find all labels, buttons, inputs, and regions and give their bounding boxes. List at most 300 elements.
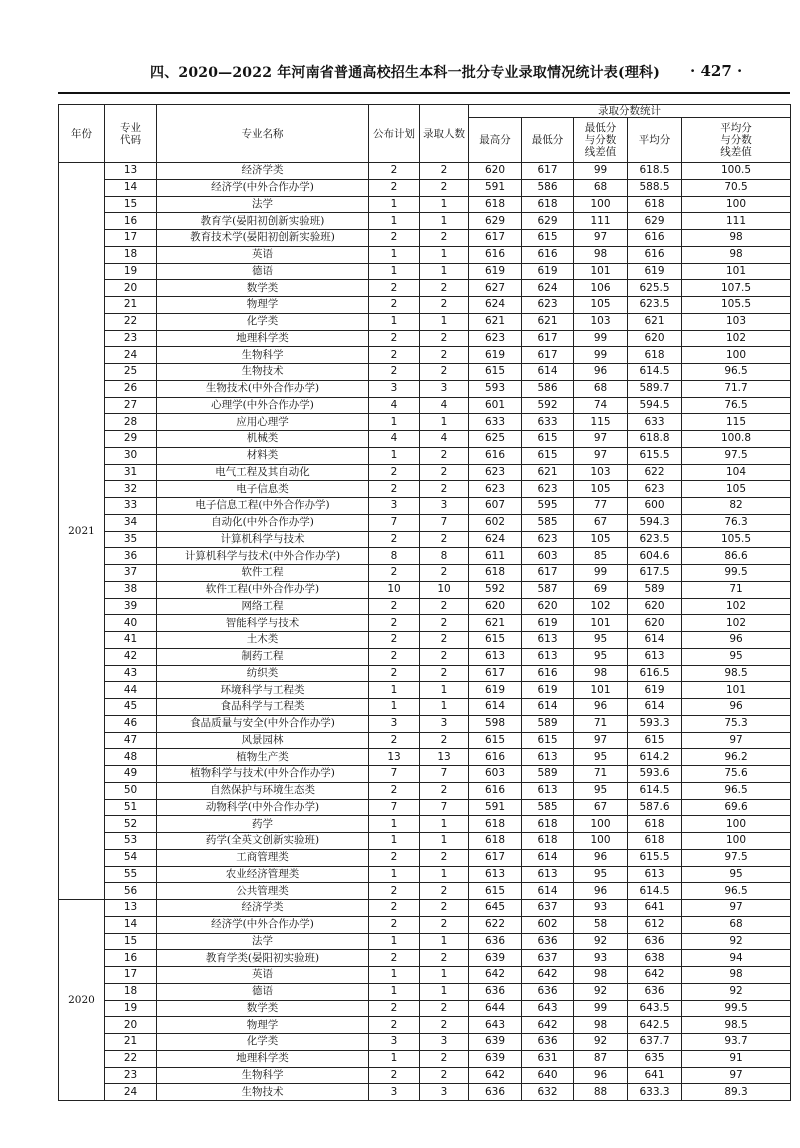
table-row [59,665,791,682]
table-row [59,481,791,498]
code-cell: 21 [105,297,157,314]
table-row [59,213,791,230]
enrolled-cell: 10 [420,581,469,598]
enrolled-cell: 2 [420,782,469,799]
avg-diff-cell: 75.3 [682,715,791,732]
avg-diff-cell: 100 [682,196,791,213]
avg-diff-cell: 95 [682,866,791,883]
min-diff-cell: 77 [574,498,628,515]
avg-cell: 643.5 [628,1000,682,1017]
enrolled-cell: 3 [420,380,469,397]
max-cell: 642 [469,1067,522,1084]
plan-cell: 2 [369,883,420,900]
enrolled-cell: 2 [420,916,469,933]
min-diff-cell: 74 [574,397,628,414]
max-cell: 618 [469,196,522,213]
plan-cell: 2 [369,916,420,933]
enrolled-cell: 2 [420,648,469,665]
table-row [59,799,791,816]
max-cell: 636 [469,983,522,1000]
min-cell: 616 [522,665,574,682]
avg-cell: 614.5 [628,782,682,799]
name-cell: 经济学类 [157,900,369,917]
min-diff-cell: 97 [574,230,628,247]
min-diff-cell: 68 [574,380,628,397]
code-cell: 32 [105,481,157,498]
code-cell: 44 [105,682,157,699]
avg-diff-cell: 97 [682,900,791,917]
table-row [59,916,791,933]
name-cell: 环境科学与工程类 [157,682,369,699]
min-cell: 613 [522,782,574,799]
max-cell: 623 [469,464,522,481]
header-plan: 公布计划 [369,105,420,163]
code-cell: 45 [105,699,157,716]
code-cell: 46 [105,715,157,732]
plan-cell: 2 [369,950,420,967]
enrolled-cell: 2 [420,297,469,314]
table-row [59,548,791,565]
min-diff-cell: 85 [574,548,628,565]
enrolled-cell: 2 [420,163,469,180]
max-cell: 620 [469,163,522,180]
avg-diff-cell: 101 [682,682,791,699]
min-cell: 615 [522,431,574,448]
name-cell: 英语 [157,246,369,263]
min-diff-cell: 105 [574,297,628,314]
name-cell: 地理科学类 [157,1050,369,1067]
table-row [59,297,791,314]
max-cell: 639 [469,1034,522,1051]
enrolled-cell: 2 [420,849,469,866]
plan-cell: 1 [369,866,420,883]
min-cell: 631 [522,1050,574,1067]
avg-cell: 613 [628,648,682,665]
table-row [59,715,791,732]
table-row [59,163,791,180]
code-cell: 21 [105,1034,157,1051]
avg-cell: 589.7 [628,380,682,397]
table-row [59,866,791,883]
name-cell: 心理学(中外合作办学) [157,397,369,414]
avg-cell: 636 [628,933,682,950]
avg-diff-cell: 107.5 [682,280,791,297]
code-cell: 15 [105,196,157,213]
table-row [59,816,791,833]
max-cell: 644 [469,1000,522,1017]
plan-cell: 2 [369,163,420,180]
min-diff-cell: 99 [574,1000,628,1017]
min-cell: 637 [522,950,574,967]
name-cell: 教育学类(晏阳初实验班) [157,950,369,967]
max-cell: 624 [469,531,522,548]
max-cell: 624 [469,297,522,314]
header-code-text: 专业 代码 [120,121,141,146]
code-cell: 14 [105,179,157,196]
enrolled-cell: 1 [420,933,469,950]
enrolled-cell: 7 [420,799,469,816]
plan-cell: 2 [369,297,420,314]
min-cell: 623 [522,481,574,498]
min-diff-cell: 101 [574,615,628,632]
code-cell: 16 [105,950,157,967]
name-cell: 物理学 [157,297,369,314]
avg-diff-cell: 71.7 [682,380,791,397]
max-cell: 619 [469,347,522,364]
enrolled-cell: 2 [420,732,469,749]
avg-diff-cell: 76.3 [682,514,791,531]
enrolled-cell: 1 [420,699,469,716]
min-diff-cell: 92 [574,933,628,950]
max-cell: 603 [469,766,522,783]
max-cell: 625 [469,431,522,448]
max-cell: 621 [469,313,522,330]
enrolled-cell: 13 [420,749,469,766]
code-cell: 56 [105,883,157,900]
code-cell: 26 [105,380,157,397]
header-min: 最低分 [522,118,574,163]
code-cell: 22 [105,313,157,330]
min-diff-cell: 67 [574,514,628,531]
avg-cell: 622 [628,464,682,481]
enrolled-cell: 1 [420,213,469,230]
enrolled-cell: 2 [420,615,469,632]
min-cell: 585 [522,799,574,816]
avg-diff-cell: 86.6 [682,548,791,565]
min-diff-cell: 106 [574,280,628,297]
max-cell: 615 [469,364,522,381]
table-row [59,263,791,280]
min-diff-cell: 96 [574,364,628,381]
plan-cell: 1 [369,1050,420,1067]
avg-cell: 616.5 [628,665,682,682]
name-cell: 食品科学与工程类 [157,699,369,716]
avg-diff-cell: 98 [682,246,791,263]
min-cell: 620 [522,598,574,615]
avg-cell: 616 [628,230,682,247]
avg-diff-cell: 102 [682,598,791,615]
plan-cell: 1 [369,196,420,213]
code-cell: 35 [105,531,157,548]
code-cell: 22 [105,1050,157,1067]
min-diff-cell: 103 [574,313,628,330]
min-cell: 617 [522,163,574,180]
plan-cell: 1 [369,983,420,1000]
min-diff-cell: 71 [574,766,628,783]
code-cell: 36 [105,548,157,565]
min-diff-cell: 98 [574,1017,628,1034]
code-cell: 39 [105,598,157,615]
plan-cell: 2 [369,565,420,582]
plan-cell: 2 [369,615,420,632]
page-title: 四、2020—2022 年河南省普通高校招生本科一批分专业录取情况统计表(理科) [150,65,661,81]
min-cell: 637 [522,900,574,917]
code-cell: 13 [105,163,157,180]
name-cell: 经济学(中外合作办学) [157,179,369,196]
name-cell: 教育技术学(晏阳初创新实验班) [157,230,369,247]
table-row [59,280,791,297]
enrolled-cell: 7 [420,514,469,531]
table-row [59,648,791,665]
enrolled-cell: 1 [420,246,469,263]
enrolled-cell: 2 [420,883,469,900]
name-cell: 化学类 [157,313,369,330]
header-avg: 平均分 [628,118,682,163]
min-cell: 632 [522,1084,574,1101]
avg-diff-cell: 97 [682,732,791,749]
plan-cell: 3 [369,1034,420,1051]
max-cell: 614 [469,699,522,716]
name-cell: 电子信息类 [157,481,369,498]
max-cell: 616 [469,782,522,799]
enrolled-cell: 1 [420,682,469,699]
name-cell: 药学(全英文创新实验班) [157,833,369,850]
code-cell: 42 [105,648,157,665]
max-cell: 620 [469,598,522,615]
name-cell: 工商管理类 [157,849,369,866]
avg-diff-cell: 71 [682,581,791,598]
code-cell: 24 [105,347,157,364]
name-cell: 化学类 [157,1034,369,1051]
header-min-diff [574,118,628,163]
enrolled-cell: 2 [420,565,469,582]
name-cell: 食品质量与安全(中外合作办学) [157,715,369,732]
min-diff-cell: 67 [574,799,628,816]
plan-cell: 3 [369,715,420,732]
avg-diff-cell: 105.5 [682,297,791,314]
min-cell: 586 [522,380,574,397]
header-year: 年份 [59,105,105,163]
page-number: · 427 · [690,62,743,80]
enrolled-cell: 2 [420,347,469,364]
code-cell: 23 [105,330,157,347]
avg-diff-cell: 98 [682,230,791,247]
header-score-group: 录取分数统计 [469,105,791,118]
min-diff-cell: 71 [574,715,628,732]
min-cell: 640 [522,1067,574,1084]
name-cell: 物理学 [157,1017,369,1034]
table-row [59,246,791,263]
min-cell: 618 [522,816,574,833]
avg-diff-cell: 98 [682,967,791,984]
enrolled-cell: 1 [420,263,469,280]
max-cell: 593 [469,380,522,397]
name-cell: 数学类 [157,1000,369,1017]
name-cell: 风景园林 [157,732,369,749]
code-cell: 55 [105,866,157,883]
avg-cell: 615 [628,732,682,749]
min-diff-cell: 100 [574,196,628,213]
min-diff-cell: 96 [574,883,628,900]
name-cell: 动物科学(中外合作办学) [157,799,369,816]
header-name: 专业名称 [157,105,369,163]
plan-cell: 2 [369,632,420,649]
avg-cell: 633 [628,414,682,431]
max-cell: 645 [469,900,522,917]
plan-cell: 7 [369,799,420,816]
plan-cell: 1 [369,816,420,833]
enrolled-cell: 1 [420,196,469,213]
name-cell: 地理科学类 [157,330,369,347]
max-cell: 613 [469,866,522,883]
table-row [59,967,791,984]
min-diff-cell: 93 [574,950,628,967]
plan-cell: 1 [369,414,420,431]
plan-cell: 2 [369,481,420,498]
plan-cell: 2 [369,849,420,866]
max-cell: 601 [469,397,522,414]
avg-cell: 619 [628,682,682,699]
max-cell: 619 [469,263,522,280]
min-cell: 614 [522,699,574,716]
avg-diff-cell: 68 [682,916,791,933]
name-cell: 材料类 [157,447,369,464]
name-cell: 制药工程 [157,648,369,665]
max-cell: 617 [469,665,522,682]
avg-diff-cell: 100 [682,816,791,833]
plan-cell: 1 [369,246,420,263]
avg-diff-cell: 92 [682,933,791,950]
code-cell: 49 [105,766,157,783]
table-row [59,766,791,783]
plan-cell: 1 [369,263,420,280]
min-diff-cell: 98 [574,246,628,263]
min-diff-cell: 92 [574,1034,628,1051]
enrolled-cell: 1 [420,833,469,850]
table-row [59,1067,791,1084]
max-cell: 627 [469,280,522,297]
max-cell: 616 [469,246,522,263]
avg-cell: 641 [628,1067,682,1084]
name-cell: 英语 [157,967,369,984]
min-cell: 618 [522,833,574,850]
enrolled-cell: 2 [420,1017,469,1034]
min-diff-cell: 103 [574,464,628,481]
min-cell: 615 [522,230,574,247]
avg-cell: 614 [628,632,682,649]
max-cell: 633 [469,414,522,431]
avg-diff-cell: 101 [682,263,791,280]
enrolled-cell: 2 [420,364,469,381]
min-cell: 623 [522,531,574,548]
avg-diff-cell: 98.5 [682,665,791,682]
max-cell: 639 [469,950,522,967]
table-row [59,431,791,448]
name-cell: 植物生产类 [157,749,369,766]
enrolled-cell: 2 [420,1000,469,1017]
code-cell: 13 [105,900,157,917]
table-row [59,380,791,397]
min-diff-cell: 93 [574,900,628,917]
avg-diff-cell: 104 [682,464,791,481]
code-cell: 33 [105,498,157,515]
table-row [59,1050,791,1067]
code-cell: 14 [105,916,157,933]
plan-cell: 2 [369,782,420,799]
enrolled-cell: 8 [420,548,469,565]
enrolled-cell: 2 [420,1050,469,1067]
min-cell: 589 [522,715,574,732]
max-cell: 607 [469,498,522,515]
name-cell: 教育学(晏阳初创新实验班) [157,213,369,230]
name-cell: 经济学(中外合作办学) [157,916,369,933]
table-row [59,330,791,347]
min-diff-cell: 100 [574,833,628,850]
max-cell: 618 [469,833,522,850]
table-row [59,782,791,799]
code-cell: 34 [105,514,157,531]
plan-cell: 2 [369,364,420,381]
avg-cell: 614.2 [628,749,682,766]
enrolled-cell: 7 [420,766,469,783]
table-row [59,833,791,850]
name-cell: 应用心理学 [157,414,369,431]
min-diff-cell: 58 [574,916,628,933]
avg-diff-cell: 96.2 [682,749,791,766]
header-rule [58,92,790,94]
plan-cell: 13 [369,749,420,766]
avg-diff-cell: 100 [682,833,791,850]
min-cell: 592 [522,397,574,414]
name-cell: 生物技术(中外合作办学) [157,380,369,397]
max-cell: 622 [469,916,522,933]
avg-diff-cell: 111 [682,213,791,230]
avg-cell: 618 [628,347,682,364]
enrolled-cell: 1 [420,866,469,883]
code-cell: 25 [105,364,157,381]
avg-cell: 589 [628,581,682,598]
name-cell: 德语 [157,983,369,1000]
code-cell: 28 [105,414,157,431]
avg-diff-cell: 69.6 [682,799,791,816]
avg-cell: 623.5 [628,531,682,548]
code-cell: 24 [105,1084,157,1101]
avg-cell: 642 [628,967,682,984]
min-cell: 633 [522,414,574,431]
plan-cell: 3 [369,1084,420,1101]
plan-cell: 4 [369,431,420,448]
code-cell: 29 [105,431,157,448]
min-diff-cell: 95 [574,782,628,799]
avg-diff-cell: 96.5 [682,883,791,900]
avg-cell: 636 [628,983,682,1000]
plan-cell: 2 [369,1000,420,1017]
min-diff-cell: 99 [574,330,628,347]
enrolled-cell: 3 [420,498,469,515]
enrolled-cell: 2 [420,230,469,247]
avg-cell: 616 [628,246,682,263]
header-avg-diff [682,118,791,163]
min-diff-cell: 95 [574,866,628,883]
max-cell: 623 [469,481,522,498]
min-diff-cell: 105 [574,481,628,498]
plan-cell: 2 [369,1067,420,1084]
avg-diff-cell: 100 [682,347,791,364]
table-row [59,447,791,464]
min-diff-cell: 98 [574,967,628,984]
table-row [59,950,791,967]
table-body [59,163,791,1101]
avg-cell: 615.5 [628,447,682,464]
avg-cell: 587.6 [628,799,682,816]
name-cell: 自动化(中外合作办学) [157,514,369,531]
table-row [59,514,791,531]
enrolled-cell: 2 [420,665,469,682]
plan-cell: 1 [369,213,420,230]
avg-cell: 614.5 [628,364,682,381]
avg-cell: 623 [628,481,682,498]
enrolled-cell: 1 [420,983,469,1000]
